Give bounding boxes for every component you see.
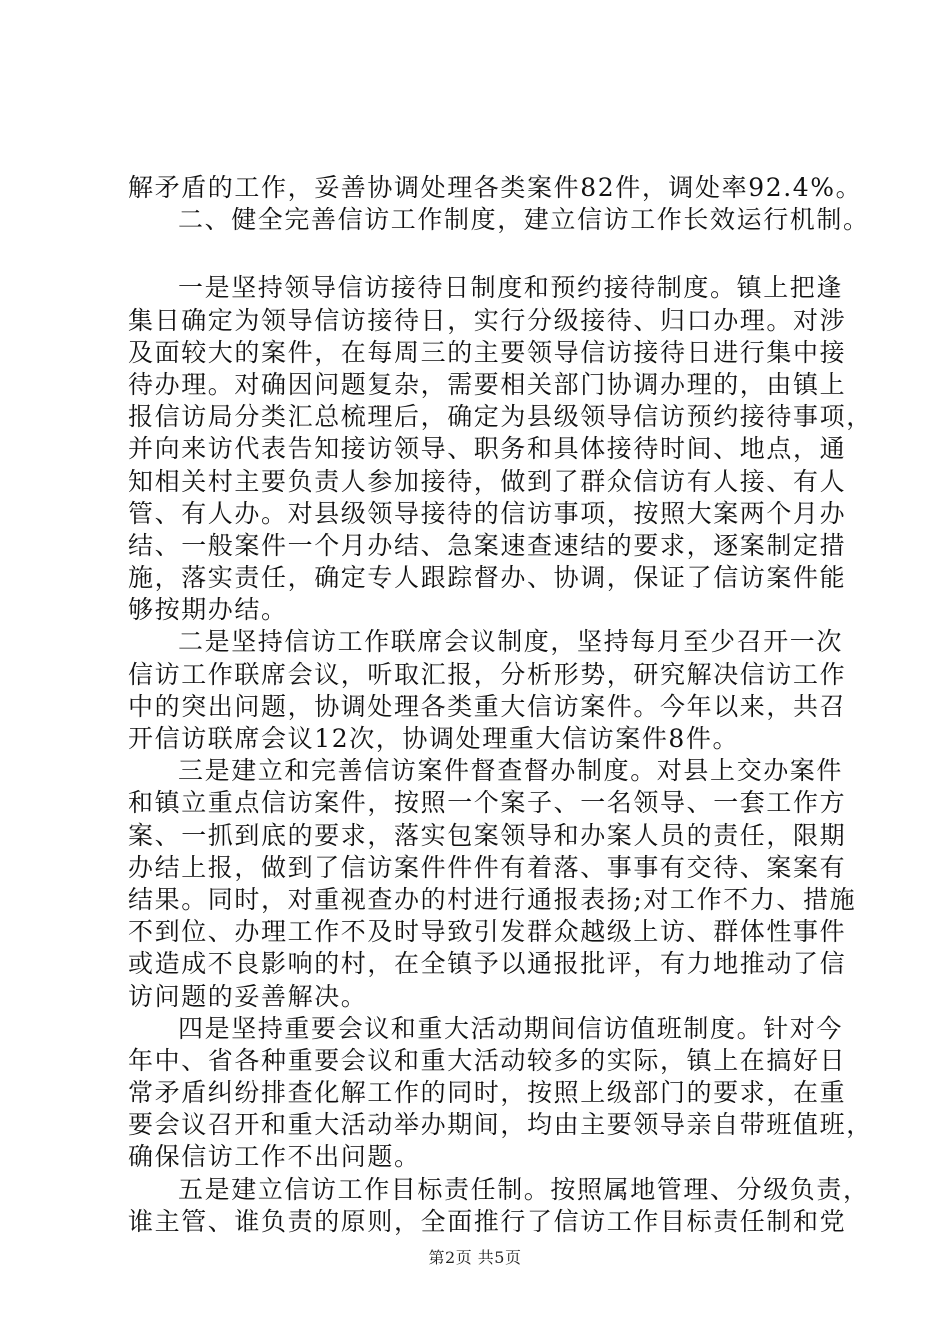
text-line: 施，落实责任，确定专人跟踪督办、协调，保证了信访案件能: [128, 563, 847, 593]
paragraph-first-line: 五是建立信访工作目标责任制。按照属地管理、分级负责，: [178, 1174, 870, 1204]
text-line: 访问题的妥善解决。: [128, 981, 368, 1011]
text-line: 解矛盾的工作，妥善协调处理各类案件82件，调处率92.4%。: [128, 173, 863, 202]
paragraph-first-line: 三是建立和完善信访案件督查督办制度。对县上交办案件: [178, 756, 844, 786]
paragraph-first-line: 二、健全完善信访工作制度，建立信访工作长效运行机制。: [178, 205, 870, 235]
text-line: 管、有人办。对县级领导接待的信访事项，按照大案两个月办: [128, 498, 847, 528]
text-line: 要会议召开和重大活动举办期间，均由主要领导亲自带班值班，: [128, 1110, 873, 1140]
page-footer: 第2页 共5页: [428, 1248, 522, 1267]
text-line: 和镇立重点信访案件，按照一个案子、一名领导、一套工作方: [128, 788, 847, 818]
paragraph-first-line: 一是坚持领导信访接待日制度和预约接待制度。镇上把逢: [178, 273, 844, 303]
text-line: 或造成不良影响的村，在全镇予以通报批评，有力地推动了信: [128, 949, 847, 979]
text-line: 谁主管、谁负责的原则，全面推行了信访工作目标责任制和党: [128, 1206, 847, 1236]
text-line: 结果。同时，对重视查办的村进行通报表扬;对工作不力、措施: [128, 884, 857, 914]
text-line: 办结上报，做到了信访案件件件有着落、事事有交待、案案有: [128, 852, 847, 882]
text-line: 信访工作联席会议，听取汇报，分析形势，研究解决信访工作: [128, 659, 847, 689]
text-line: 待办理。对确因问题复杂，需要相关部门协调办理的，由镇上: [128, 369, 847, 399]
text-line: 报信访局分类汇总梳理后，确定为县级领导信访预约接待事项，: [128, 402, 873, 432]
paragraph-first-line: 二是坚持信访工作联席会议制度，坚持每月至少召开一次: [178, 627, 844, 657]
text-line: 不到位、办理工作不及时导致引发群众越级上访、群体性事件: [128, 917, 847, 947]
document-body: [128, 172, 873, 1238]
paragraph-first-line: 四是坚持重要会议和重大活动期间信访值班制度。针对今: [178, 1013, 844, 1043]
text-line: 开信访联席会议12次，协调处理重大信访案件8件。: [128, 724, 740, 753]
text-line: 中的突出问题，协调处理各类重大信访案件。今年以来，共召: [128, 691, 847, 721]
text-line: 并向来访代表告知接访领导、职务和具体接待时间、地点，通: [128, 434, 847, 464]
paragraph-gap: [128, 236, 838, 272]
text-line: 常矛盾纠纷排查化解工作的同时，按照上级部门的要求，在重: [128, 1078, 847, 1108]
text-line: 够按期办结。: [128, 595, 288, 625]
text-line: 案、一抓到底的要求，落实包案领导和办案人员的责任，限期: [128, 820, 847, 850]
text-line: 及面较大的案件，在每周三的主要领导信访接待日进行集中接: [128, 337, 847, 367]
text-line: 确保信访工作不出问题。: [128, 1142, 421, 1172]
text-line: 集日确定为领导信访接待日，实行分级接待、归口办理。对涉: [128, 305, 847, 335]
text-line: 年中、省各种重要会议和重大活动较多的实际，镇上在搞好日: [128, 1045, 847, 1075]
text-line: 结、一般案件一个月办结、急案速查速结的要求，逐案制定措: [128, 530, 847, 560]
text-line: 知相关村主要负责人参加接待，做到了群众信访有人接、有人: [128, 466, 847, 496]
